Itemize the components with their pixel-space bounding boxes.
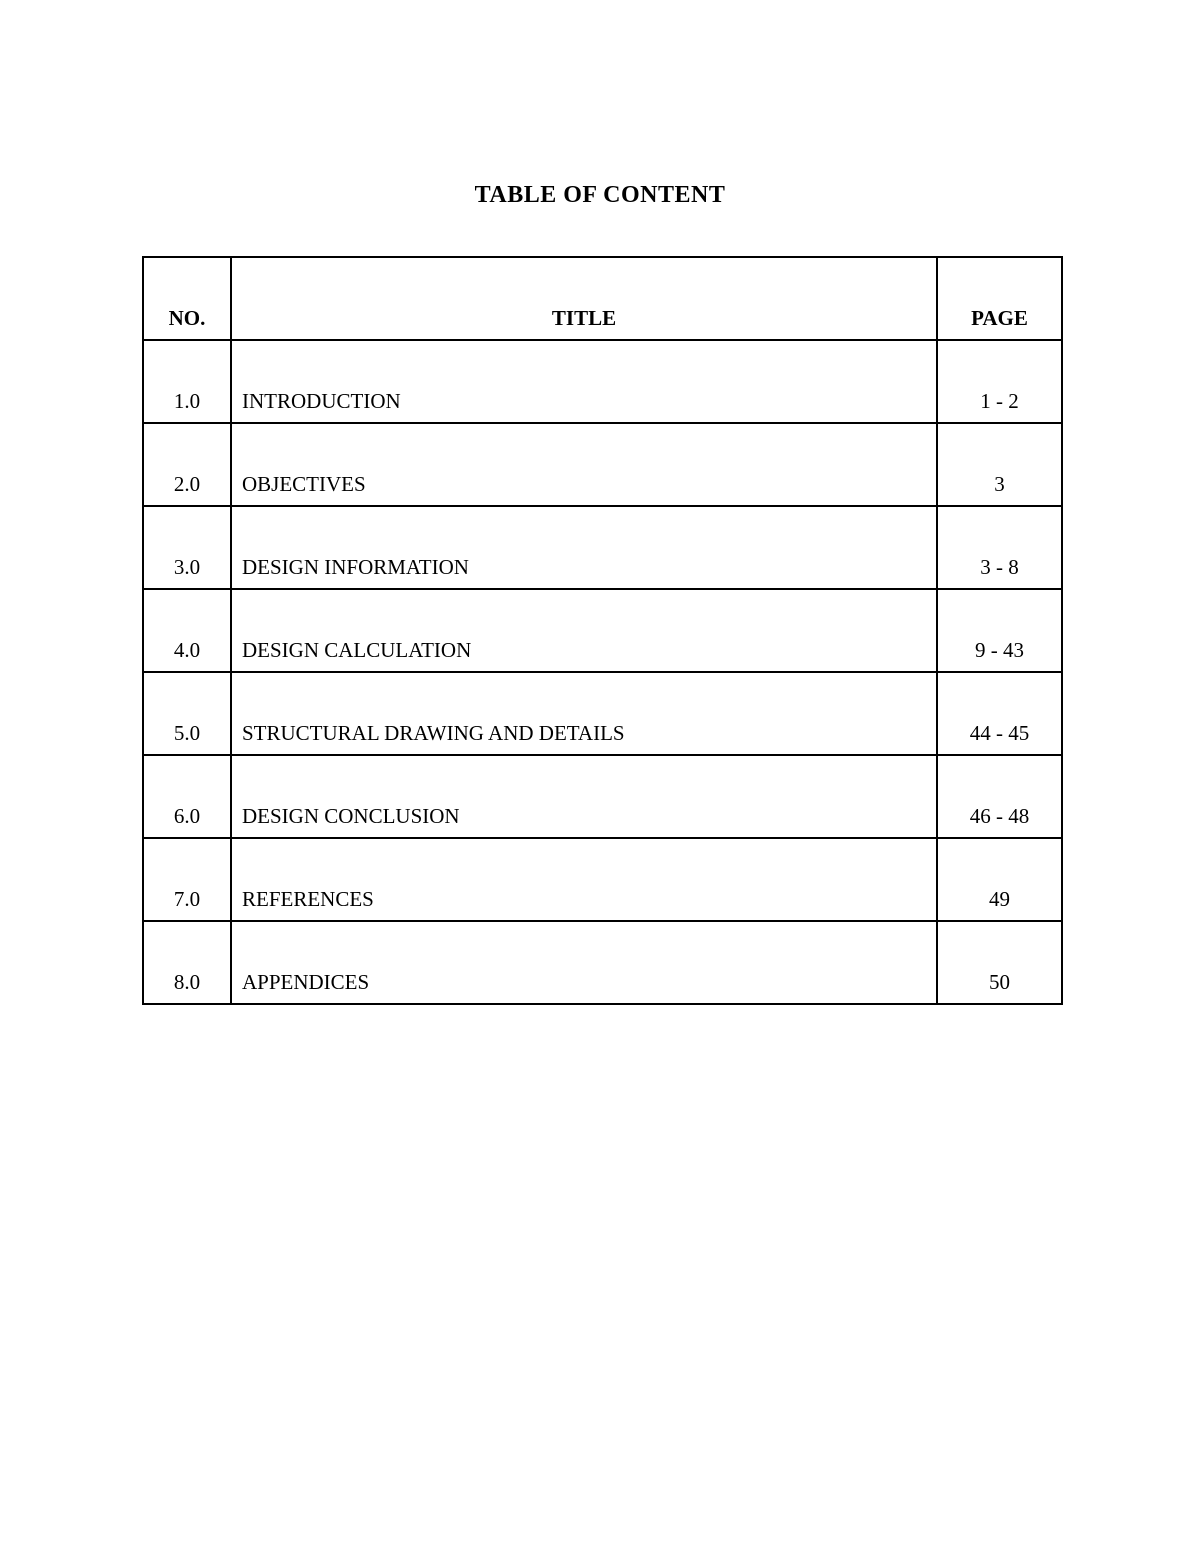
row-title: INTRODUCTION <box>231 340 937 423</box>
table-row <box>143 423 1062 506</box>
row-page: 1 - 2 <box>937 340 1062 423</box>
header-page: PAGE <box>937 257 1062 340</box>
row-title: DESIGN INFORMATION <box>231 506 937 589</box>
row-number: 6.0 <box>143 755 231 838</box>
row-number: 1.0 <box>143 340 231 423</box>
row-page: 9 - 43 <box>937 589 1062 672</box>
table-row <box>143 340 1062 423</box>
row-number: 8.0 <box>143 921 231 1004</box>
table-row <box>143 589 1062 672</box>
table-row <box>143 838 1062 921</box>
row-title: STRUCTURAL DRAWING AND DETAILS <box>231 672 937 755</box>
row-page: 3 - 8 <box>937 506 1062 589</box>
page-title: TABLE OF CONTENT <box>474 182 726 208</box>
table-row <box>143 672 1062 755</box>
row-title: APPENDICES <box>231 921 937 1004</box>
header-no: NO. <box>143 257 231 340</box>
row-number: 4.0 <box>143 589 231 672</box>
row-page: 44 - 45 <box>937 672 1062 755</box>
table-header-row <box>143 257 1062 340</box>
row-title: REFERENCES <box>231 838 937 921</box>
row-page: 46 - 48 <box>937 755 1062 838</box>
table-row <box>143 755 1062 838</box>
row-number: 5.0 <box>143 672 231 755</box>
row-page: 3 <box>937 423 1062 506</box>
table-of-contents <box>142 256 1063 1005</box>
row-title: OBJECTIVES <box>231 423 937 506</box>
row-title: DESIGN CONCLUSION <box>231 755 937 838</box>
row-page: 50 <box>937 921 1062 1004</box>
row-title: DESIGN CALCULATION <box>231 589 937 672</box>
row-number: 2.0 <box>143 423 231 506</box>
row-number: 7.0 <box>143 838 231 921</box>
header-title: TITLE <box>231 257 937 340</box>
table-row <box>143 506 1062 589</box>
row-number: 3.0 <box>143 506 231 589</box>
table-row <box>143 921 1062 1004</box>
row-page: 49 <box>937 838 1062 921</box>
